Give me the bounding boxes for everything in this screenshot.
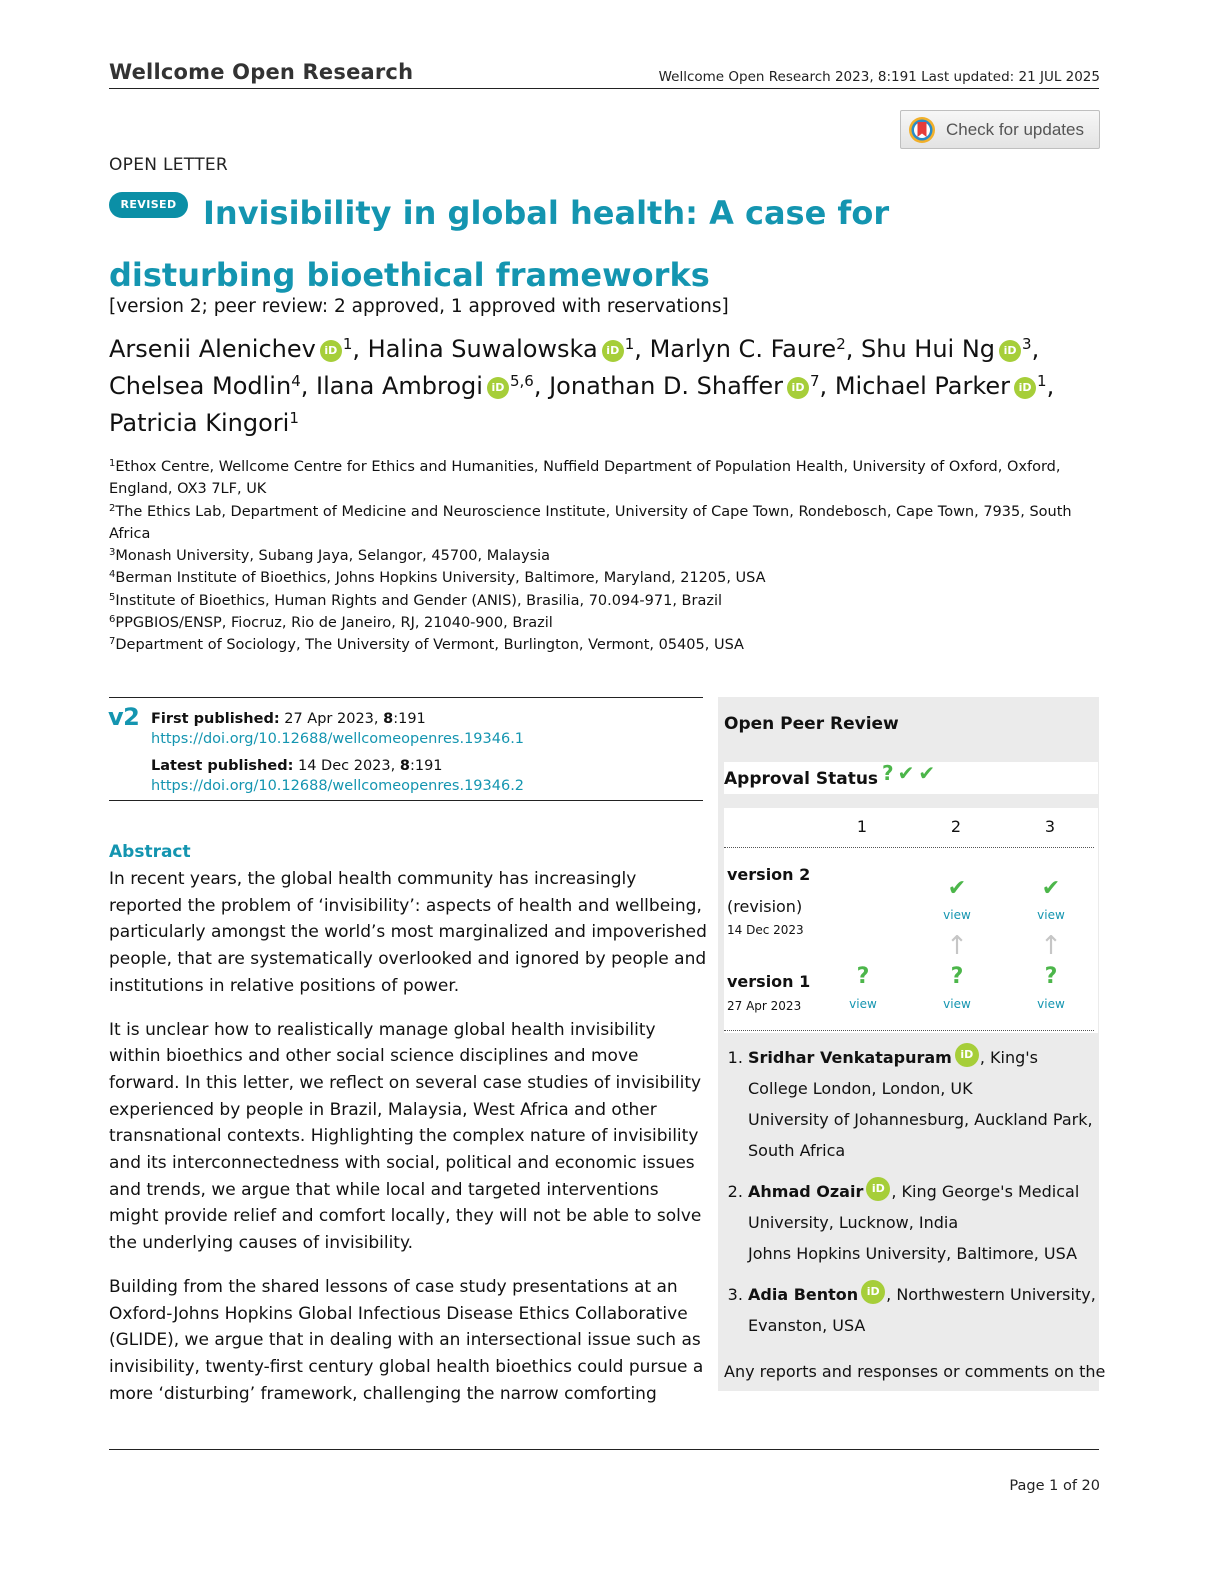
reviewer-name[interactable]: Adia Benton (748, 1285, 859, 1304)
orcid-icon[interactable]: iD (866, 1177, 890, 1201)
affiliation-number: 4 (109, 569, 116, 581)
first-published-date: 27 Apr 2023, (284, 711, 379, 727)
latest-published-date: 14 Dec 2023, (298, 758, 396, 774)
orcid-icon[interactable]: iD (955, 1043, 979, 1067)
author-name[interactable]: Ilana Ambrogi (316, 372, 483, 400)
reservations-question-icon: ? (950, 964, 964, 989)
latest-published-page: :191 (409, 758, 443, 774)
abstract-paragraph: Building from the shared lessons of case study presentations at an Oxford-Johns Hopkins Global Infectious Disease Ethics Collaborative (GLIDE), we argue that in dealing with an intersectional issue such as invisibility, twenty-first century global health bioethics could pursue a more ‘disturbing’ framework, challenging the narrow comforting (109, 1276, 704, 1404)
orcid-icon[interactable]: iD (602, 340, 624, 362)
affiliation-item (109, 545, 1109, 567)
view-report-link[interactable]: view (1037, 908, 1065, 922)
check-for-updates-button[interactable] (900, 110, 1100, 149)
reviewer-item (748, 1042, 1096, 1166)
page-number: Page 1 of 20 (1009, 1478, 1100, 1494)
latest-doi-link[interactable]: https://doi.org/10.12688/wellcomeopenres.19346.2 (151, 778, 525, 794)
author-name[interactable]: Marlyn C. Faure (649, 335, 837, 363)
table-divider (724, 847, 1094, 848)
publication-rule-bottom (109, 800, 703, 801)
affiliation-item (109, 456, 1109, 501)
publication-history (151, 709, 524, 796)
affiliation-number: 5 (109, 591, 116, 603)
footer-rule (109, 1449, 1099, 1450)
reviewer-name[interactable]: Ahmad Ozair (748, 1182, 864, 1201)
header-citation: Wellcome Open Research 2023, 8:191 Last updated: 21 JUL 2025 (658, 69, 1100, 85)
table-divider (724, 1030, 1094, 1031)
view-report-link[interactable]: view (943, 997, 971, 1011)
affiliation-text: PPGBIOS/ENSP, Fiocruz, Rio de Janeiro, RJ, 21040-900, Brazil (115, 615, 553, 632)
reviewer-column-1: 1 (856, 817, 868, 836)
latest-published-volume: 8 (399, 758, 410, 774)
reviewer-column-3: 3 (1044, 817, 1056, 836)
affiliation-number: 6 (109, 614, 116, 626)
affiliation-text: Monash University, Subang Jaya, Selangor, 45700, Malaysia (115, 548, 551, 565)
latest-published-label: Latest published: (151, 758, 294, 774)
first-published-label: First published: (151, 711, 280, 727)
reviewer-affiliation: , King's College London, London, UK (748, 1048, 1038, 1098)
author-affiliation-number: 5,6 (509, 372, 534, 390)
view-report-link[interactable]: view (943, 908, 971, 922)
abstract-paragraph: In recent years, the global health community has increasingly reported the problem of ‘invisibility’: aspects of health and wellbeing, particularly amongst the world’s most marginalized and impoverished people, that are systematically overlooked and ignored by people and institutions in relative positions of power. (109, 869, 707, 996)
abstract-paragraph: It is unclear how to realistically manage global health invisibility within bioethics and other social science disciplines and move forward. In this letter, we reflect on several case studies of invisibility experienced by people in Brazil, Malaysia, West Africa and other transnational contexts. Highlighting the complex nature of invisibility and its interconnectedness with social, political and economic issues and trends, we argue that while local and targeted interventions might provide relief and comfort locally, they will not be able to solve the underlying causes of invisibility. (109, 1019, 702, 1254)
affiliation-text: The Ethics Lab, Department of Medicine and Neuroscience Institute, University of Cape Town, Rondebosch, Cape Town, 7935, South Africa (109, 503, 1072, 542)
affiliation-item (109, 612, 1109, 634)
approved-check-icon: ✔ (1041, 876, 1061, 901)
view-report-link[interactable]: view (849, 997, 877, 1011)
reviewer-item (748, 1279, 1096, 1341)
affiliation-list (109, 456, 1109, 657)
version-tag: v2 (108, 703, 140, 731)
header-rule (109, 88, 1099, 89)
arrow-up-icon: ↑ (1040, 931, 1062, 961)
affiliation-text: Department of Sociology, The University of Vermont, Burlington, Vermont, 05405, USA (115, 637, 744, 654)
article-title: Invisibility in global health: A case for disturbing bioethical frameworks (109, 194, 890, 294)
reviewer-affiliation: , King George's Medical University, Lucknow, India (748, 1182, 1080, 1232)
approval-status-icons: ?✔✔ (882, 761, 940, 785)
author-affiliation-number: 1 (624, 335, 635, 353)
publication-rule-top (109, 697, 703, 698)
author-affiliation-number: 3 (1022, 335, 1032, 353)
affiliation-number: 1 (109, 458, 116, 469)
abstract-heading: Abstract (109, 842, 191, 862)
affiliation-item (109, 590, 1109, 612)
affiliation-text: Ethox Centre, Wellcome Centre for Ethics and Humanities, Nuffield Department of Population Health, University of Oxford, Oxford, England, OX3 7LF, UK (109, 459, 1061, 498)
latest-published-line (151, 756, 524, 776)
revised-badge: REVISED (109, 192, 188, 218)
reviewer-item (748, 1176, 1096, 1269)
reviewer-list (726, 1042, 1096, 1351)
orcid-icon[interactable]: iD (487, 377, 509, 399)
reports-note: Any reports and responses or comments on the (724, 1362, 1106, 1381)
affiliation-text: Berman Institute of Bioethics, Johns Hopkins University, Baltimore, Maryland, 21205, USA (115, 570, 766, 587)
affiliation-item (109, 501, 1109, 546)
author-affiliation-number: 7 (810, 372, 820, 390)
author-affiliation-number: 1 (342, 335, 353, 353)
author-name[interactable]: Jonathan D. Shaffer (549, 372, 783, 400)
author-name[interactable]: Chelsea Modlin (109, 372, 292, 400)
reservations-question-icon: ? (856, 964, 870, 989)
author-affiliation-number: 4 (291, 372, 301, 390)
author-list: Arsenii Alenichev iD $^1$, Halina Suwalowska iD $^1$, Marlyn C. Faure$^2$, Shu Hui Ng iD $^3$, Chelsea Modlin$^4$, Ilana Ambrogi iD $^{5,6}$, Jonathan D. Shaffer iD $^7$, Michael Parker iD $^1$, Patricia Kingori$^1$ (109, 335, 1055, 437)
orcid-icon[interactable]: iD (1014, 377, 1036, 399)
version-peer-review-line: [version 2; peer review: 2 approved, 1 approved with reservations] (109, 296, 729, 317)
open-peer-review-title: Open Peer Review (724, 714, 899, 734)
reviewer-name[interactable]: Sridhar Venkatapuram (748, 1048, 952, 1067)
affiliation-item (109, 634, 1109, 656)
journal-name: Wellcome Open Research (109, 60, 414, 84)
version-1-label: version 1 (727, 972, 811, 991)
first-published-volume: 8 (383, 711, 394, 727)
reviewer-affiliation: , Northwestern University, Evanston, USA (748, 1285, 1096, 1335)
affiliation-number: 2 (109, 502, 116, 514)
reservations-question-icon: ? (1044, 964, 1058, 989)
view-report-link[interactable]: view (1037, 997, 1065, 1011)
approved-check-icon: ✔ (947, 876, 967, 901)
first-doi-link[interactable]: https://doi.org/10.12688/wellcomeopenres.19346.1 (151, 731, 525, 747)
orcid-icon[interactable]: iD (861, 1280, 885, 1304)
version-2-label: version 2 (727, 865, 811, 884)
first-published-line (151, 709, 524, 729)
orcid-icon[interactable]: iD (787, 377, 809, 399)
author-affiliation-number: 2 (836, 335, 846, 353)
version-2-date: 14 Dec 2023 (727, 923, 804, 937)
bookmark-update-icon (908, 116, 936, 144)
arrow-up-icon: ↑ (946, 931, 968, 961)
first-published-page: :191 (393, 711, 426, 727)
article-type: OPEN LETTER (109, 155, 229, 175)
orcid-icon[interactable]: iD (999, 340, 1021, 362)
approval-status-label: Approval Status (724, 769, 879, 789)
orcid-icon[interactable]: iD (320, 340, 342, 362)
author-name[interactable]: Patricia Kingori (109, 409, 290, 437)
author-affiliation-number: 1 (289, 409, 299, 427)
affiliation-number: 3 (109, 547, 116, 559)
author-name[interactable]: Shu Hui Ng (861, 335, 996, 363)
reviewer-column-2: 2 (950, 817, 962, 836)
reviewer-affiliation: Johns Hopkins University, Baltimore, USA (748, 1244, 1078, 1263)
author-name[interactable]: Michael Parker (834, 372, 1011, 400)
affiliation-text: Institute of Bioethics, Human Rights and Gender (ANIS), Brasilia, 70.094-971, Brazil (115, 592, 723, 609)
check-for-updates-label: Check for updates (946, 119, 1084, 139)
affiliation-item (109, 567, 1109, 589)
affiliation-number: 7 (109, 636, 116, 648)
abstract-body (109, 866, 709, 1424)
author-affiliation-number: 1 (1037, 372, 1047, 390)
author-name[interactable]: Halina Suwalowska (367, 335, 598, 363)
version-1-date: 27 Apr 2023 (727, 999, 802, 1013)
reviewer-affiliation: University of Johannesburg, Auckland Park, South Africa (748, 1110, 1093, 1160)
version-2-revision: (revision) (727, 897, 803, 916)
author-name[interactable]: Arsenii Alenichev (109, 335, 316, 363)
